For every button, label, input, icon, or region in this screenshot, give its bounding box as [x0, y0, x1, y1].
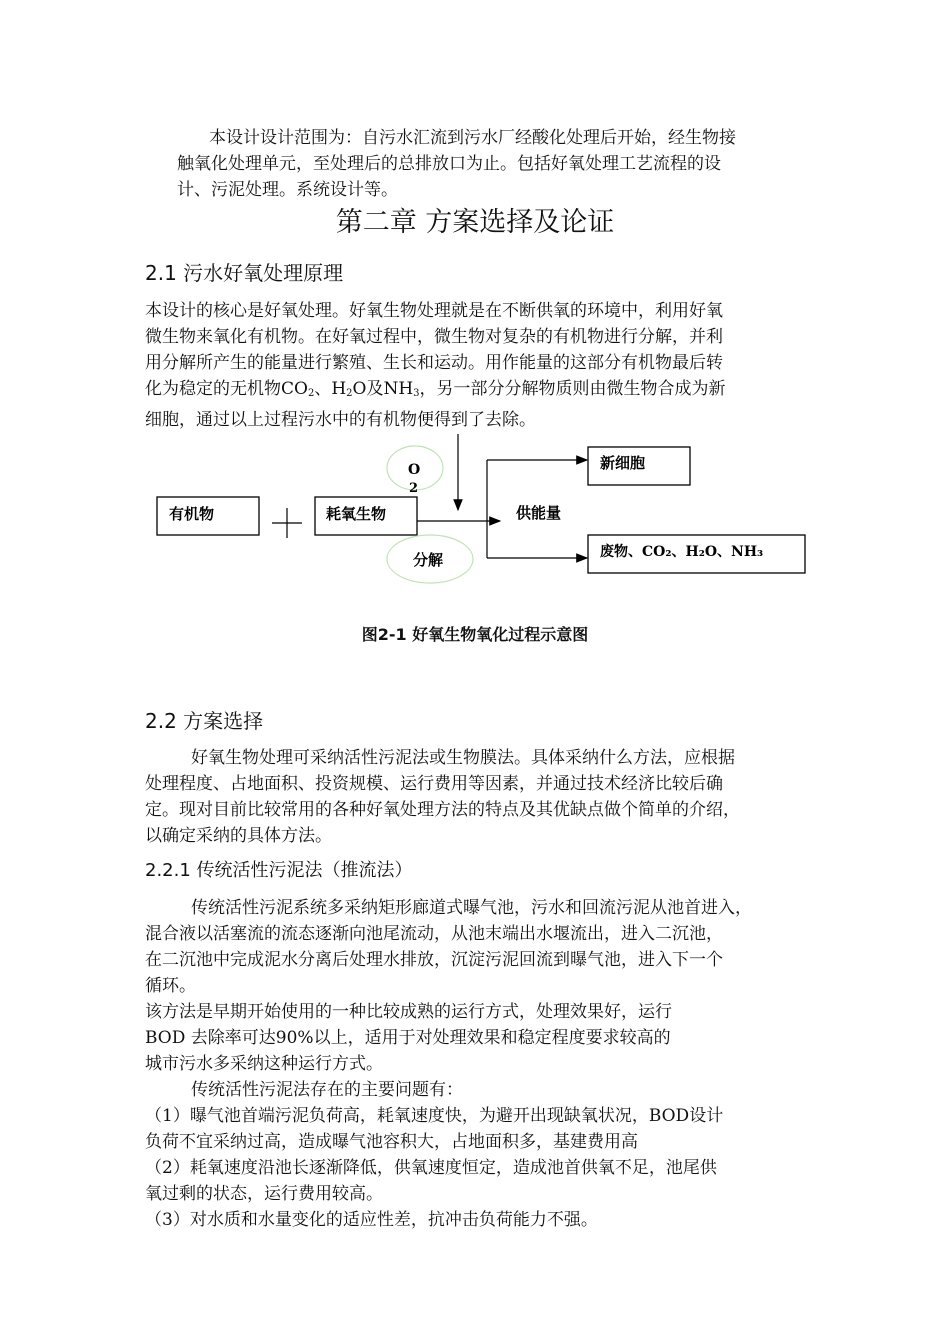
problem-item: （1）曝气池首端污泥负荷高，耗氧速度快，为避开出现缺氧状况，BOD设计 — [145, 1106, 724, 1126]
oxygen-subscript: 2 — [409, 481, 419, 496]
paragraph-line: 传统活性污泥系统多采纳矩形廊道式曝气池，污水和回流污泥从池首进入， — [191, 898, 752, 918]
paragraph-line: 循环。 — [145, 976, 196, 996]
problem-item: （3）对水质和水量变化的适应性差，抗冲击负荷能力不强。 — [145, 1210, 598, 1230]
chem-text: O及NH — [352, 379, 414, 399]
figure-caption: 图2-1 好氧生物氧化过程示意图 — [361, 625, 589, 644]
paragraph-line: 在二沉池中完成泥水分离后处理水排放，沉淀污泥回流到曝气池，进入下一个 — [145, 950, 723, 970]
chem-text: ，另一部分分解物质则由微生物合成为新 — [419, 379, 726, 399]
paragraph-line: BOD 去除率可达90%以上，适用于对处理效果和稳定程度要求较高的 — [145, 1028, 671, 1048]
section-2-1-paragraph — [145, 298, 817, 433]
section-2-2-1-paragraph — [145, 895, 817, 1233]
paragraph-line: 细胞，通过以上过程污水中的有机物便得到了去除。 — [145, 410, 536, 430]
intro-line: 计、污泥处理。系统设计等。 — [177, 180, 398, 200]
paragraph-line: 负荷不宜采纳过高，造成曝气池容积大，占地面积多，基建费用高 — [145, 1132, 638, 1152]
paragraph-line: 本设计的核心是好氧处理。好氧生物处理就是在不断供氧的环境中，利用好氧 — [145, 301, 723, 321]
intro-paragraph — [177, 125, 817, 203]
paragraph-line: 好氧生物处理可采纳活性污泥法或生物膜法。具体采纳什么方法，应根据 — [191, 748, 735, 768]
organic-matter-label: 有机物 — [169, 505, 215, 523]
paragraph-line: 定。现对目前比较常用的各种好氧处理方法的特点及其优缺点做个简单的介绍， — [145, 800, 740, 820]
paragraph-line: 混合液以活塞流的流态逐渐向池尾流动，从池末端出水堰流出，进入二沉池， — [145, 924, 723, 944]
paragraph-line: 氧过剩的状态，运行费用较高。 — [145, 1184, 383, 1204]
paragraph-line: 微生物来氧化有机物。在好氧过程中，微生物对复杂的有机物进行分解，并利 — [145, 327, 723, 347]
paragraph-line: 传统活性污泥法存在的主要问题有： — [191, 1080, 463, 1100]
paragraph-line: 用分解所产生的能量进行繁殖、生长和运动。用作能量的这部分有机物最后转 — [145, 353, 723, 373]
waste-label: 废物、CO₂、H₂O、NH₃ — [600, 544, 764, 560]
section-2-2-1-heading: 2.2.1 传统活性污泥法（推流法） — [145, 860, 413, 881]
paragraph-line: 城市污水多采纳这种运行方式。 — [145, 1054, 383, 1074]
paragraph-line: 处理程度、占地面积、投资规模、运行费用等因素，并通过技术经济比较后确 — [145, 774, 723, 794]
chapter-title: 第二章 方案选择及论证 — [335, 207, 615, 238]
intro-line: 触氧化处理单元，至处理后的总排放口为止。包括好氧处理工艺流程的设 — [177, 154, 721, 174]
aerobic-microbe-label: 耗氧生物 — [326, 505, 387, 523]
oxygen-label: O — [408, 462, 421, 478]
paragraph-line-chemistry — [145, 376, 817, 407]
chem-text: 化为稳定的无机物CO — [145, 379, 308, 399]
energy-label: 供能量 — [516, 504, 562, 522]
section-2-1-heading: 2.1 污水好氧处理原理 — [145, 261, 344, 285]
aerobic-process-diagram — [0, 430, 950, 610]
new-cell-label: 新细胞 — [600, 454, 646, 472]
decompose-label: 分解 — [413, 551, 444, 569]
paragraph-line: 以确定采纳的具体方法。 — [145, 826, 332, 846]
paragraph-line: 该方法是早期开始使用的一种比较成熟的运行方式，处理效果好，运行 — [145, 1002, 672, 1022]
section-2-2-paragraph — [145, 745, 817, 849]
section-2-2-heading: 2.2 方案选择 — [145, 709, 264, 733]
chem-subscript: 2 — [307, 388, 315, 399]
intro-line: 本设计设计范围为：自污水汇流到污水厂经酸化处理后开始，经生物接 — [209, 128, 736, 148]
chem-subscript: 2 — [346, 388, 353, 399]
chem-subscript: 3 — [413, 388, 420, 399]
chem-text: 、H — [314, 379, 347, 399]
problem-item: （2）耗氧速度沿池长逐渐降低，供氧速度恒定，造成池首供氧不足，池尾供 — [145, 1158, 717, 1178]
